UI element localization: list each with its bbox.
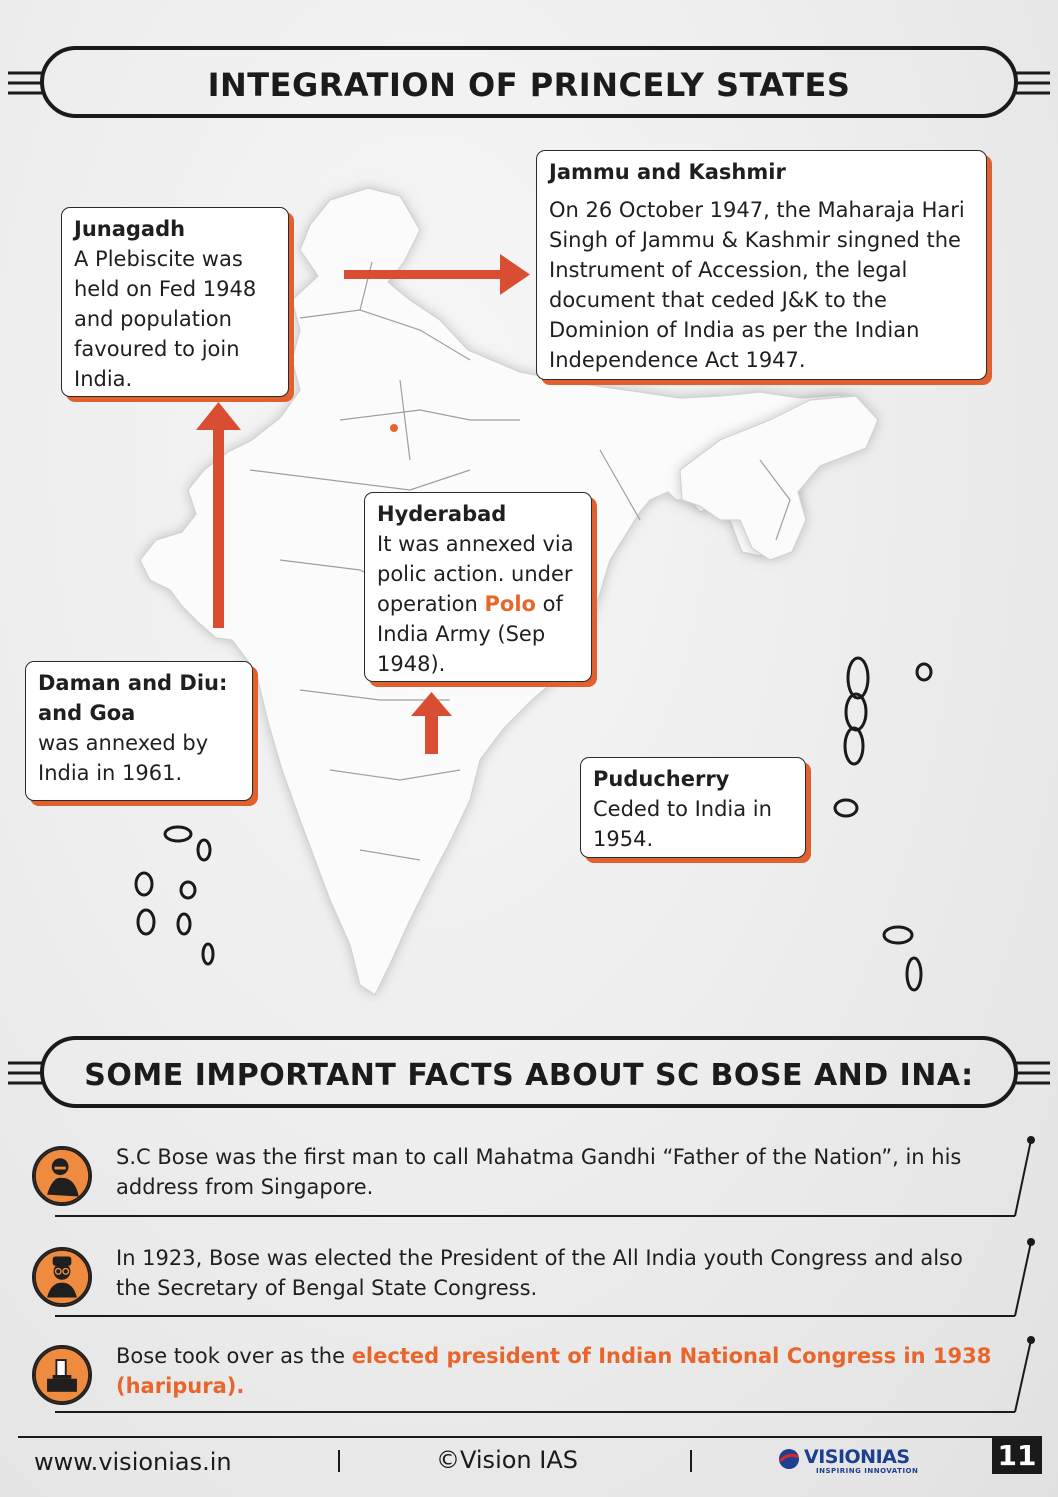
footer-website-link[interactable]: www.visionias.in <box>34 1448 232 1476</box>
fact-divider-2 <box>55 1238 1045 1320</box>
page-number: 11 <box>992 1438 1042 1474</box>
card-body-part1: It was annexed via polic action. under operation <box>377 532 574 616</box>
card-body: Ceded to India in 1954. <box>593 797 772 851</box>
page-title: INTEGRATION OF PRINCELY STATES <box>207 66 851 104</box>
fact-text-highlight: elected president of Indian National Congress in 1938 (haripura). <box>116 1344 992 1398</box>
footer-separator <box>690 1450 692 1472</box>
card-heading: Puducherry <box>593 767 730 791</box>
lakshadweep-islands <box>120 820 230 970</box>
logo-wordmark: VISIONIAS <box>804 1446 910 1468</box>
card-junagadh <box>61 207 289 397</box>
fact-text: S.C Bose was the first man to call Mahatma Gandhi “Father of the Nation”, in his address from Singapore. <box>116 1145 962 1199</box>
section-title-bose: SOME IMPORTANT FACTS ABOUT SC BOSE AND INA: <box>84 1058 974 1093</box>
fact-text: In 1923, Bose was elected the President of the All India youth Congress and also the Secretary of Bengal State Congress. <box>116 1246 963 1300</box>
card-heading-line2: and Goa <box>38 701 136 725</box>
fact-divider-1 <box>55 1136 1045 1220</box>
delhi-marker <box>390 424 398 432</box>
card-body: On 26 October 1947, the Maharaja Hari Singh of Jammu & Kashmir singned the Instrument of Accession, the legal document that ceded J&K to the Dominion of India as per the Indian Independence Act 1947. <box>549 198 965 372</box>
footer-rule <box>18 1436 1042 1438</box>
footer-logo <box>778 1446 928 1476</box>
card-heading: Junagadh <box>74 217 186 241</box>
fact-divider-3 <box>55 1336 1045 1418</box>
arrow-to-junagadh-card <box>194 400 244 632</box>
card-heading-line1: Daman and Diu: <box>38 671 228 695</box>
footer-separator <box>338 1450 340 1472</box>
card-heading: Hyderabad <box>377 502 507 526</box>
logo-tagline: INSPIRING INNOVATION <box>816 1467 919 1475</box>
card-jammu-kashmir <box>536 150 987 380</box>
footer-copyright: ©Vision IAS <box>436 1446 578 1474</box>
andaman-nicobar-islands <box>820 650 950 1000</box>
card-puducherry <box>580 757 806 858</box>
card-daman-diu-goa <box>25 661 253 801</box>
card-hyderabad <box>364 492 592 682</box>
arrow-to-hyderabad-card <box>410 690 454 756</box>
card-heading: Jammu and Kashmir <box>549 160 786 184</box>
card-body: A Plebiscite was held on Fed 1948 and population favoured to join India. <box>74 247 257 391</box>
card-body-part2: of India Army (Sep 1948). <box>377 592 563 676</box>
operation-polo-highlight: Polo <box>484 592 536 616</box>
fact-text-part1: Bose took over as the <box>116 1344 352 1368</box>
card-body: was annexed by India in 1961. <box>38 731 209 785</box>
logo-globe-icon <box>778 1448 800 1470</box>
arrow-to-jk-card <box>340 250 540 300</box>
